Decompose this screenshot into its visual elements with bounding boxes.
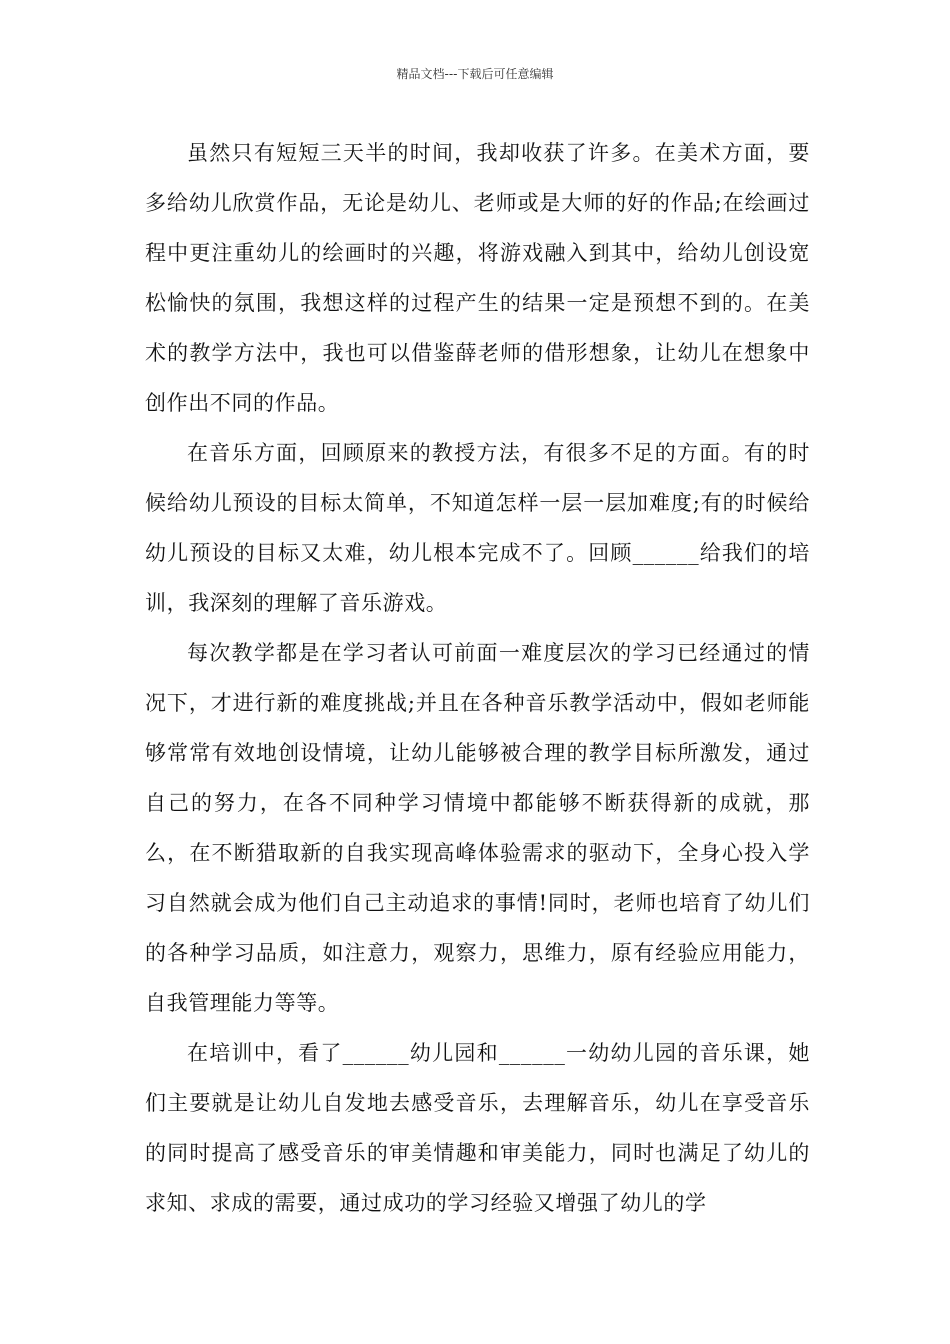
paragraph-training-observation: 在培训中，看了______幼儿园和______一幼幼儿园的音乐课，她们主要就是让幼儿自发地去感受音乐，去理解音乐，幼儿在享受音乐的同时提高了感受音乐的审美情趣和审美能力，同时也满足了幼儿的求知、求成的需要，通过成功的学习经验又增强了幼儿的学	[145, 1041, 810, 1215]
paragraph-music-methods: 在音乐方面，回顾原来的教授方法，有很多不足的方面。有的时候给幼儿预设的目标太简单，不知道怎样一层一层加难度;有的时候给幼儿预设的目标又太难，幼儿根本完成不了。回顾______给我们的培训，我深刻的理解了音乐游戏。	[145, 441, 810, 615]
paragraph-teaching-challenge: 每次教学都是在学习者认可前面一难度层次的学习已经通过的情况下，才进行新的难度挑战;并且在各种音乐教学活动中，假如老师能够常常有效地创设情境，让幼儿能够被合理的教学目标所激发，通过自己的努力，在各不同种学习情境中都能够不断获得新的成就，那么，在不断猎取新的自我实现高峰体验需求的驱动下，全身心投入学习自然就会成为他们自己主动追求的事情!同时，老师也培育了幼儿们的各种学习品质，如注意力，观察力，思维力，原有经验应用能力，自我管理能力等等。	[145, 641, 810, 1015]
page-header: 精品文档---下载后可任意编辑	[396, 67, 554, 81]
document-body	[145, 128, 810, 1228]
paragraph-art-reflection: 虽然只有短短三天半的时间，我却收获了许多。在美术方面，要多给幼儿欣赏作品，无论是幼儿、老师或是大师的好的作品;在绘画过程中更注重幼儿的绘画时的兴趣，将游戏融入到其中，给幼儿创设宽松愉快的氛围，我想这样的过程产生的结果一定是预想不到的。在美术的教学方法中，我也可以借鉴薛老师的借形想象，让幼儿在想象中创作出不同的作品。	[145, 141, 810, 415]
